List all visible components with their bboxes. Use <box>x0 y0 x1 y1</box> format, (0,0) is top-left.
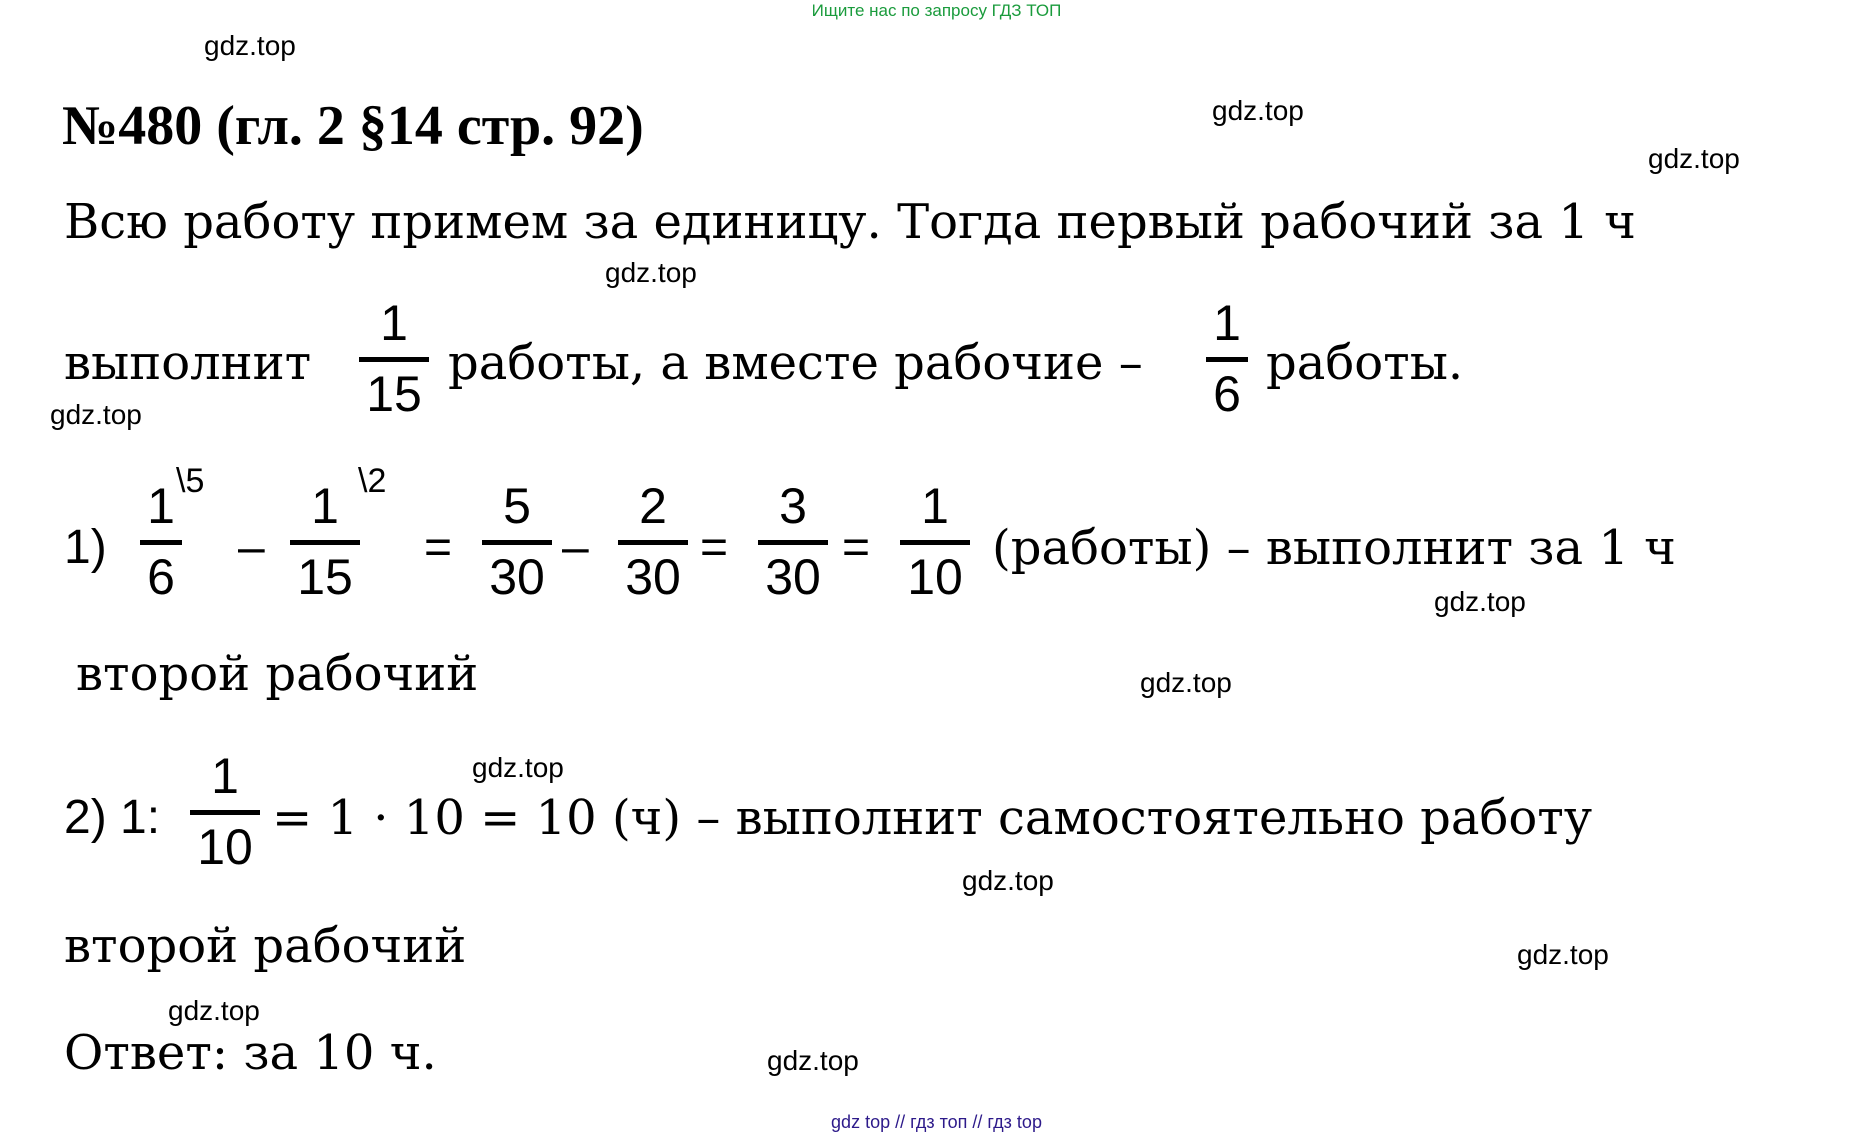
answer: Ответ: за 10 ч. <box>64 1025 437 1081</box>
denominator: 15 <box>297 549 353 605</box>
step-2-computation: = 1 · 10 = 10 (ч) – выполнит самостоятельно работу <box>272 790 1593 846</box>
fraction-bar <box>190 810 260 815</box>
numerator: 1 <box>380 295 408 351</box>
step-1-explanation: (работы) – выполнит за 1 ч <box>992 520 1676 576</box>
fraction-bar <box>140 540 182 545</box>
equals-sign: = <box>842 521 871 574</box>
fraction-bar <box>290 540 360 545</box>
numerator: 5 <box>503 478 531 534</box>
step-2-label: 2) 1: <box>64 791 161 844</box>
watermark: gdz.top <box>605 257 697 288</box>
equals-sign: = <box>424 521 453 574</box>
minus-sign: – <box>562 521 589 574</box>
fraction-bar <box>482 540 552 545</box>
fraction-bar <box>359 357 429 362</box>
denominator: 30 <box>489 549 545 605</box>
numerator: 1 <box>147 478 175 534</box>
fraction-3-30 <box>758 478 828 605</box>
watermark: gdz.top <box>1648 143 1740 174</box>
denominator: 15 <box>366 366 422 422</box>
denominator: 10 <box>197 819 253 875</box>
step-1-label: 1) <box>64 521 107 574</box>
fraction-1-15 <box>359 295 429 422</box>
watermark: gdz.top <box>1140 667 1232 698</box>
problem-title: №480 (гл. 2 §14 стр. 92) <box>62 95 644 157</box>
watermark: gdz.top <box>204 30 296 61</box>
numerator: 1 <box>211 748 239 804</box>
fraction-1-10 <box>900 478 970 605</box>
denominator: 6 <box>1213 366 1241 422</box>
top-banner: Ищите нас по запросу ГДЗ ТОП <box>811 1 1062 20</box>
intro-line-2-start: выполнит <box>64 335 312 391</box>
denominator: 6 <box>147 549 175 605</box>
fraction-5-30 <box>482 478 552 605</box>
equals-sign: = <box>700 521 729 574</box>
fraction-bar <box>618 540 688 545</box>
numerator: 1 <box>311 478 339 534</box>
fraction-1-10 <box>190 748 260 875</box>
numerator: 3 <box>779 478 807 534</box>
denominator: 30 <box>765 549 821 605</box>
watermark: gdz.top <box>50 399 142 430</box>
watermark: gdz.top <box>1517 939 1609 970</box>
fraction-bar <box>758 540 828 545</box>
multiplier-note: \2 <box>358 462 387 500</box>
footer: gdz top // гдз топ // гдз top <box>831 1112 1042 1132</box>
step-2-explanation-cont: второй рабочий <box>64 918 467 974</box>
watermark: gdz.top <box>168 995 260 1026</box>
multiplier-note: \5 <box>176 462 205 500</box>
watermark: gdz.top <box>1212 95 1304 126</box>
watermark: gdz.top <box>962 865 1054 896</box>
watermark: gdz.top <box>767 1045 859 1076</box>
watermark: gdz.top <box>1434 586 1526 617</box>
numerator: 2 <box>639 478 667 534</box>
watermark: gdz.top <box>472 752 564 783</box>
step-1-explanation-cont: второй рабочий <box>76 646 479 702</box>
fraction-bar <box>900 540 970 545</box>
denominator: 30 <box>625 549 681 605</box>
fraction-1-6 <box>1206 295 1248 422</box>
minus-sign: – <box>238 521 265 574</box>
intro-line-2-middle: работы, а вместе рабочие – <box>448 335 1143 391</box>
fraction-1-15 <box>290 478 360 605</box>
fraction-2-30 <box>618 478 688 605</box>
intro-line-2-end: работы. <box>1266 335 1464 391</box>
intro-line: Всю работу примем за единицу. Тогда первый рабочий за 1 ч <box>64 194 1636 250</box>
fraction-bar <box>1206 357 1248 362</box>
denominator: 10 <box>907 549 963 605</box>
numerator: 1 <box>921 478 949 534</box>
numerator: 1 <box>1213 295 1241 351</box>
